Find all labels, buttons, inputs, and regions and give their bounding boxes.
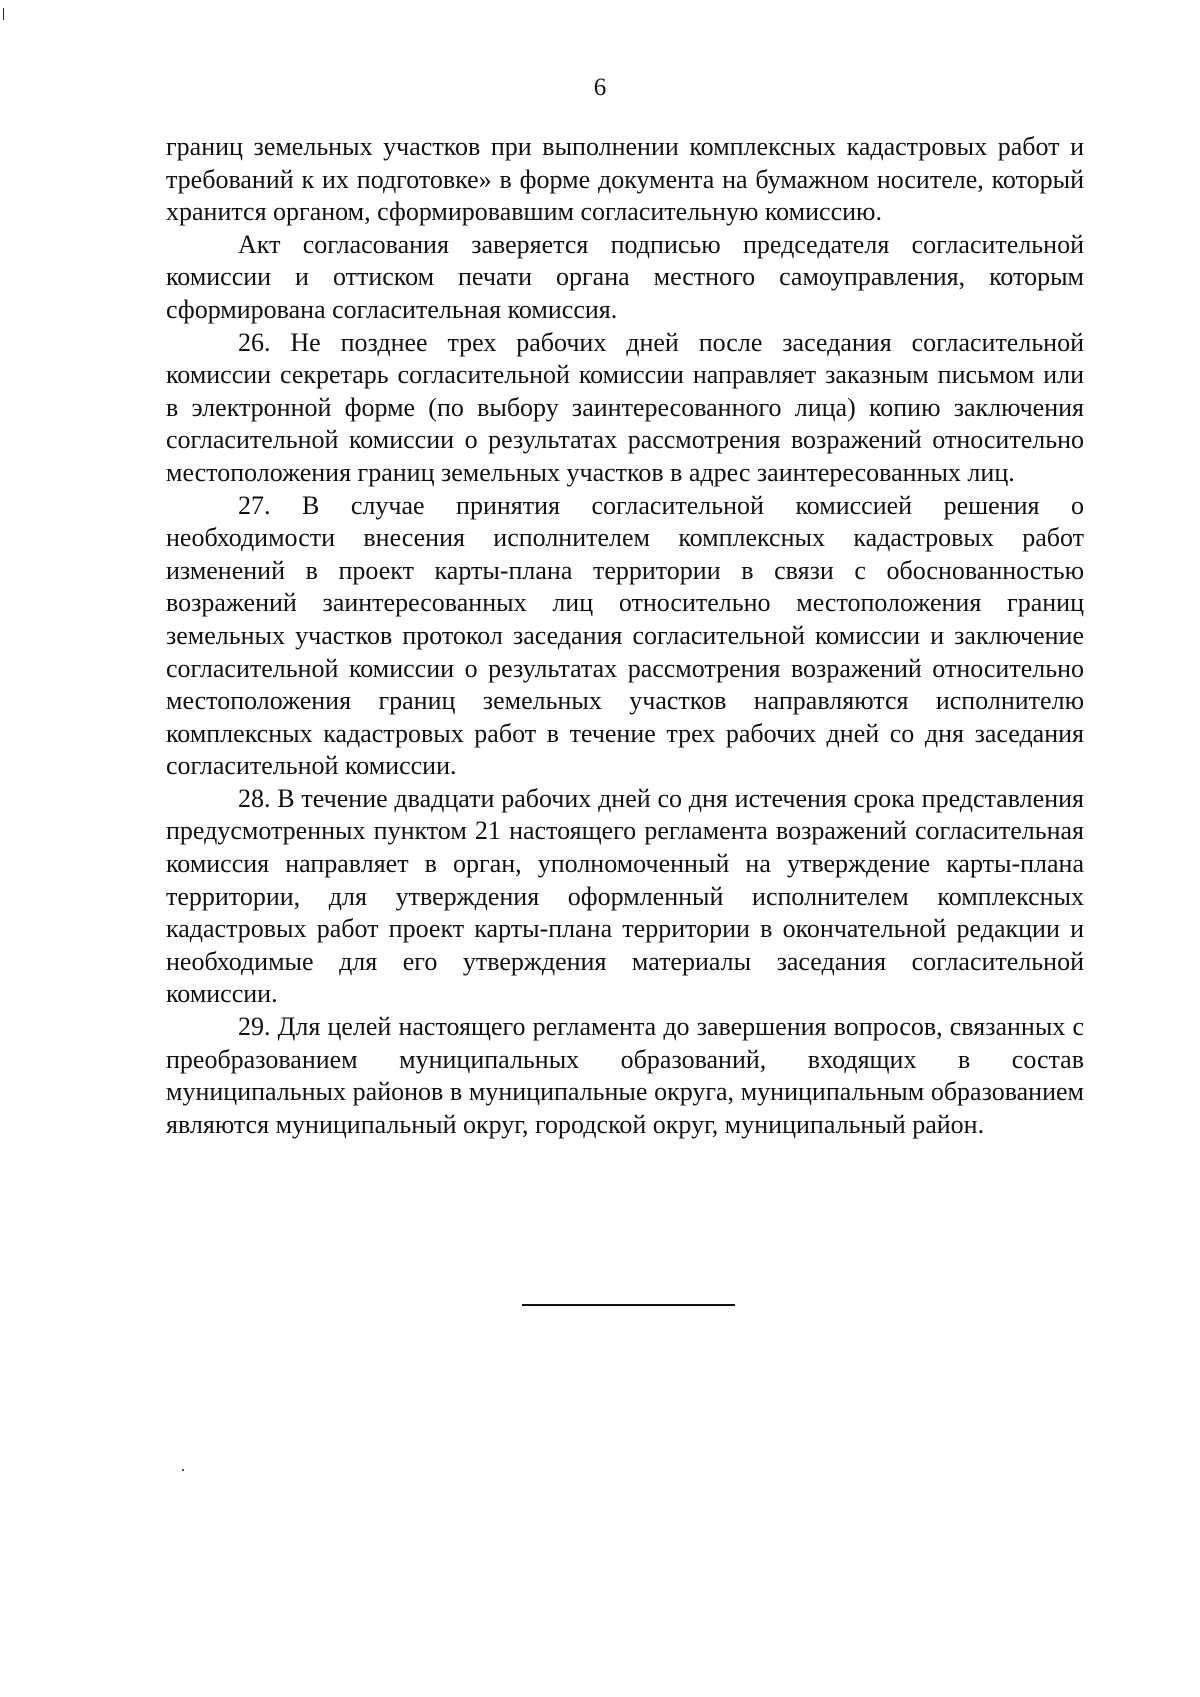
paragraph-item-29: 29. Для целей настоящего регламента до завершения вопросов, связанных с преобразованием муниципальных образований, входящих в состав муниципальных районов в муниципальные округа, муниципальным образованием являются муниципальный округ, городской округ, муниципальный район. [166,1012,1084,1139]
page-number: 6 [593,74,607,101]
paragraph-item-27: 27. В случае принятия согласительной комиссией решения о необходимости внесения исполнителем комплексных кадастровых работ изменений в проект карты-плана территории в связи с обоснованностью возражений заинтересованных лиц относительно местоположения границ земельных участков протокол заседания согласительной комиссии и заключение согласительной комиссии о результатах рассмотрения возражений относительно местоположения границ земельных участков направляются исполнителю комплексных кадастровых работ в течение трех рабочих дней со дня заседания согласительной комиссии. [166,490,1084,781]
scan-edge-mark [3,8,4,20]
paragraph-item-28: 28. В течение двадцати рабочих дней со дня истечения срока представления предусмотренных пунктом 21 настоящего регламента возражений согласительная комиссия направляет в орган, уполномоченный на утверждение карты-плана территории, для утверждения оформленный исполнителем комплексных кадастровых работ проект карты-плана территории в окончательной редакции и необходимые для его утверждения материалы заседания согласительной комиссии. [166,783,1084,1009]
document-body [166,131,1084,1141]
scan-speck [182,1469,184,1471]
paragraph-approval-act: Акт согласования заверяется подписью председателя согласительной комиссии и оттиском печати органа местного самоуправления, которым сформирована согласительная комиссия. [166,229,1084,324]
paragraph-item-26: 26. Не позднее трех рабочих дней после заседания согласительной комиссии секретарь согласительной комиссии направляет заказным письмом или в электронной форме (по выбору заинтересованного лица) копию заключения согласительной комиссии о результатах рассмотрения возражений относительно местоположения границ земельных участков в адрес заинтересованных лиц. [166,327,1084,487]
end-of-document-rule [522,1304,735,1306]
paragraph-continuation: границ земельных участков при выполнении комплексных кадастровых работ и требований к их подготовке» в форме документа на бумажном носителе, который хранится органом, сформировавшим согласительную комиссию. [166,132,1084,227]
